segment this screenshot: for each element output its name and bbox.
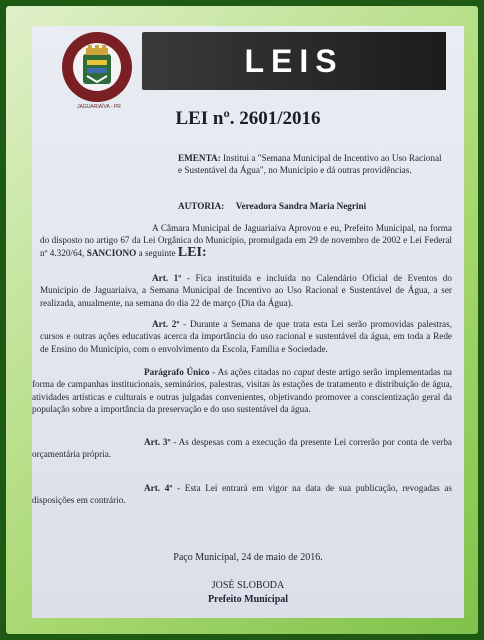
article-3 <box>32 436 452 461</box>
municipal-seal-icon <box>60 30 134 104</box>
signer-name: JOSÉ SLOBODA <box>211 580 285 591</box>
article-3-label: Art. 3º <box>144 437 171 447</box>
dateline: Paço Municipal, 24 de maio de 2016. <box>173 552 323 563</box>
paragraph-unico-text-1: - As ações citadas no <box>212 367 292 377</box>
paragraph-unico <box>32 366 452 416</box>
article-4-label: Art. 4º <box>144 483 173 493</box>
article-4-text: - Esta Lei entrará em vigor na data de sua publicação, revogadas as disposições em contrário. <box>32 483 452 506</box>
photo-frame <box>6 6 478 634</box>
autoria-text: Vereadora Sandra Maria Negrini <box>235 201 367 211</box>
autoria-label: AUTORIA: <box>178 201 225 211</box>
ementa-block <box>178 152 444 177</box>
header-banner <box>142 32 446 90</box>
article-1 <box>40 272 452 309</box>
document-page <box>32 26 464 618</box>
article-2-label: Art. 2º <box>152 319 180 329</box>
article-1-text: - Fica instituída e incluída no Calendário Oficial de Eventos do Município de Jaguariaíva, a Semana Municipal de Incentivo ao Uso Racional e Sustentável de Água, a ser realizada, anualmente, na semana do dia 22 de março (Dia da Água). <box>40 273 452 308</box>
ementa-label: EMENTA: <box>178 153 221 163</box>
preamble-sanciono: SANCIONO <box>86 247 137 258</box>
article-3-text: - As despesas com a execução da presente Lei correrão por conta de verba orçamentária própria. <box>32 437 453 460</box>
autoria-block <box>178 200 444 212</box>
seal-caption: JAGUARIAÍVA - PR <box>77 104 121 110</box>
article-1-label: Art. 1º <box>152 273 182 283</box>
preamble-text-2: a seguinte <box>138 247 176 258</box>
preamble-lei: LEI: <box>177 244 207 260</box>
preamble-text-1: A Câmara Municipal de Jaguariaíva Aprovou e eu, Prefeito Municipal, na forma do disposto no artigo 67 da Lei Orgânica do Município, promulgada em 29 de novembro de 2002 e Lei Federal nº 4.320/64, <box>40 223 452 258</box>
article-2 <box>40 318 452 355</box>
paragraph-unico-caput: caput <box>293 367 315 377</box>
article-2-text: - Durante a Semana de que trata esta Lei serão promovidas palestras, cursos e outras ações educativas acerca da importância do uso racional e sustentável da água, em toda a Rede de Ensino do Município, com o envolvimento da Escola, Família e Sociedade. <box>40 319 452 354</box>
preamble-paragraph <box>40 222 452 259</box>
banner-title: LEIS <box>244 42 344 79</box>
signer-title: Prefeito Municipal <box>207 594 289 605</box>
ementa-text: Institui a "Semana Municipal de Incentivo ao Uso Racional e Sustentável da Água", no Município e dá outras providências. <box>178 153 442 176</box>
law-title: LEI nº. 2601/2016 <box>175 108 321 129</box>
paragraph-unico-label: Parágrafo Único <box>144 367 210 377</box>
paragraph-unico-text-2: deste artigo serão implementadas na forma de campanhas institucionais, seminários, palestras, visitas às estações de tratamento e distribuição de água, atividades artísticas e culturais e outras julgadas convenientes, objetivando promover a conscientização geral da população sobre a importância da preservação e do uso sustentável da água. <box>32 367 453 415</box>
article-4 <box>32 482 452 507</box>
